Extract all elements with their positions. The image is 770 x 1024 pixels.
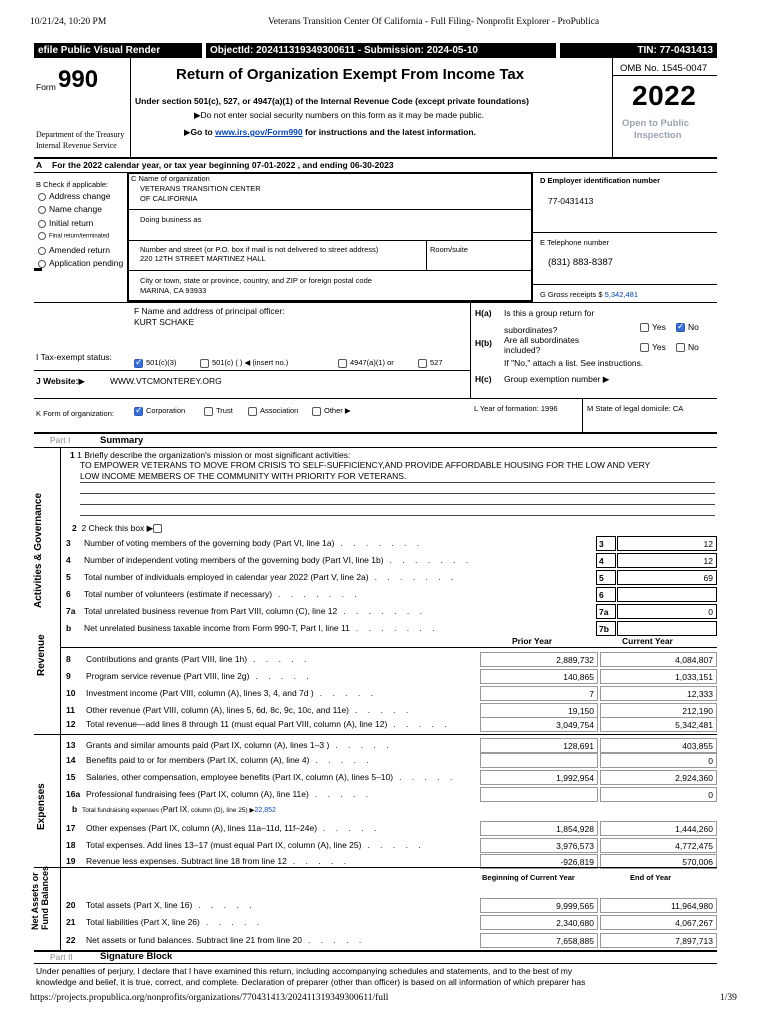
leader-dots: . . . . . <box>198 900 256 910</box>
main-title: Return of Organization Exempt From Income Tax <box>176 66 525 83</box>
expense-current-year-value: 2,924,360 <box>600 770 717 785</box>
expense-current-year-value: 0 <box>600 753 717 768</box>
leader-dots: . . . . . <box>205 917 264 927</box>
hb-note: If "No," attach a list. See instructions. <box>504 358 644 368</box>
expense-line-label <box>66 789 372 799</box>
revenue-line-text: Total revenue—add lines 8 through 11 (must equal Part VIII, column (A), line 12) <box>86 719 388 729</box>
b-name-change[interactable]: Name change <box>38 204 102 214</box>
perjury-text-1: Under penalties of perjury, I declare that I have examined this return, including accompanying schedules and statements, and to the best of my <box>36 966 573 976</box>
org-name-1: VETERANS TRANSITION CENTER <box>140 184 261 193</box>
revenue-line-number: 11 <box>66 705 75 715</box>
net-assets-line-text: Net assets or fund balances. Subtract line 21 from line 20 <box>86 935 302 945</box>
section-b-label: B Check if applicable: <box>36 180 109 189</box>
expense-prior-year-value: 3,976,573 <box>480 838 598 853</box>
b-application-pending[interactable]: Application pending <box>38 258 123 268</box>
hb-yes[interactable]: Yes <box>640 342 666 352</box>
hc-text: Group exemption number ▶ <box>504 374 610 384</box>
gross-receipts: G Gross receipts $ 5,342,481 <box>540 290 638 299</box>
gov-line-text: Number of voting members of the governing body (Part VI, line 1a) <box>84 538 335 548</box>
ha-yes[interactable]: Yes <box>640 322 666 332</box>
checkbox-icon <box>312 407 321 416</box>
tin-banner: TIN: 77-0431413 <box>560 43 717 58</box>
expense-prior-year-value: 1,992,954 <box>480 770 598 785</box>
gov-line-number: b <box>66 623 72 633</box>
checkbox-icon <box>204 407 213 416</box>
leader-dots: . . . . . <box>335 740 393 750</box>
expense-line-text: Salaries, other compensation, employee benefits (Part IX, column (A), lines 5–10) <box>86 772 394 782</box>
gov-line-value: 0 <box>617 604 717 619</box>
form-number: 990 <box>58 66 99 93</box>
gov-line-value: 12 <box>617 536 717 551</box>
gov-line-box: 7a <box>596 604 616 619</box>
gov-line-value: 12 <box>617 553 717 568</box>
print-title: Veterans Transition Center Of California - Full Filing- Nonprofit Explorer - ProPublica <box>268 17 600 27</box>
hb-text: Are all subordinates <box>504 335 580 345</box>
form-word: Form <box>36 82 56 92</box>
street-address: 220 12TH STREET MARTINEZ HALL <box>140 254 266 263</box>
checkbox-icon <box>153 524 162 533</box>
leader-dots: . . . . . . . <box>278 589 361 599</box>
website-label: J Website:▶ <box>36 376 85 386</box>
expense-line-text: Revenue less expenses. Subtract line 18 from line 12 <box>86 856 287 866</box>
gov-line-number: 7a <box>66 606 76 616</box>
net-assets-line-label <box>66 900 256 910</box>
checkbox-icon <box>248 407 257 416</box>
revenue-line-text: Program service revenue (Part VIII, line 2g) <box>86 671 250 681</box>
leader-dots: . . . . . <box>255 671 313 681</box>
radio-icon <box>38 232 46 240</box>
hb-label: H(b) <box>475 338 492 348</box>
checkbox-checked-icon <box>134 407 143 416</box>
leader-dots: . . . . . <box>292 856 351 866</box>
gov-line-label <box>66 589 361 599</box>
leader-dots: . . . . . <box>314 789 373 799</box>
checkbox-icon <box>338 359 347 368</box>
revenue-line-label <box>66 654 310 664</box>
gov-line-label <box>66 606 426 616</box>
dba-label: Doing business as <box>140 215 202 224</box>
expense-line-number: 15 <box>66 772 76 782</box>
leader-dots: . . . . . <box>367 840 425 850</box>
b-final-return[interactable]: Final return/terminated <box>38 232 109 240</box>
expense-line-text: Grants and similar amounts paid (Part IX, column (A), lines 1–3 ) <box>86 740 330 750</box>
state-domicile: M State of legal domicile: CA <box>587 404 684 413</box>
checkbox-checked-icon <box>134 359 143 368</box>
net-assets-line-number: 21 <box>66 917 76 927</box>
omb-number: OMB No. 1545-0047 <box>620 63 708 74</box>
gov-line-value: 69 <box>617 570 717 585</box>
col-current-year: Current Year <box>622 636 673 646</box>
expense-line-number: 14 <box>66 755 76 765</box>
part2-tag: Part II <box>50 952 73 962</box>
year-formation: L Year of formation: 1996 <box>474 404 558 413</box>
expense-line-number: 16a <box>66 789 81 799</box>
leader-dots: . . . . . . . <box>343 606 426 616</box>
part2-title: Signature Block <box>100 951 173 962</box>
checkbox-icon <box>640 343 649 352</box>
checkbox-icon <box>640 323 649 332</box>
gov-line-value <box>617 587 717 602</box>
hb-text2: included? <box>504 345 541 355</box>
revenue-line-text: Contributions and grants (Part VIII, line 1h) <box>86 654 248 664</box>
gov-line-text: Total number of individuals employed in calendar year 2022 (Part V, line 2a) <box>84 572 369 582</box>
sidebar-revenue: Revenue <box>36 634 47 676</box>
gov-line-label <box>66 572 457 582</box>
checkbox-checked-icon <box>676 323 685 332</box>
c-label: C Name of organization <box>131 174 210 183</box>
revenue-current-year-value: 212,190 <box>600 703 717 718</box>
sidebar-expenses: Expenses <box>36 783 47 830</box>
revenue-current-year-value: 12,333 <box>600 686 717 701</box>
net-assets-prior-year-value: 7,658,885 <box>480 933 598 948</box>
line2-check[interactable]: 2 2 Check this box ▶ <box>72 523 165 534</box>
i-501c[interactable]: 501(c) ( ) ◀ (insert no.) <box>200 358 288 368</box>
expense-line-number: 19 <box>66 856 76 866</box>
ha-no[interactable]: ✓ No <box>676 322 699 332</box>
print-page: 1/39 <box>720 993 737 1003</box>
checkbox-icon <box>418 359 427 368</box>
radio-icon <box>38 206 46 214</box>
net-assets-current-year-value: 7,897,713 <box>600 933 717 948</box>
leader-dots: . . . . . <box>253 654 311 664</box>
perjury-text-2: knowledge and belief, it is true, correct, and complete. Declaration of preparer (other than officer) is based on all information of which preparer has <box>36 977 586 987</box>
net-assets-prior-year-value: 9,999,565 <box>480 898 598 913</box>
expense-line-text: Total expenses. Add lines 13–17 (must equal Part IX, column (A), line 25) <box>86 840 362 850</box>
section-a-label: A <box>36 160 43 170</box>
sidebar-net-assets: Net Assets or Fund Balances <box>30 865 50 930</box>
i-501c3[interactable]: ✓501(c)(3) <box>134 358 176 368</box>
open-public-2: Inspection <box>634 130 682 141</box>
revenue-prior-year-value: 19,150 <box>480 703 598 718</box>
tax-exempt-label: I Tax-exempt status: <box>36 352 112 362</box>
revenue-prior-year-value: 3,049,754 <box>480 717 598 732</box>
leader-dots: . . . . . <box>355 705 413 715</box>
revenue-current-year-value: 1,033,151 <box>600 669 717 684</box>
efile-banner: efile Public Visual Render <box>34 43 202 58</box>
radio-icon <box>38 260 46 268</box>
expense-line-text: Professional fundraising fees (Part IX, column (A), line 11e) <box>86 789 309 799</box>
net-assets-line-label <box>66 917 263 927</box>
net-assets-line-text: Total liabilities (Part X, line 26) <box>86 917 200 927</box>
gov-line-text: Total unrelated business revenue from Part VIII, column (C), line 12 <box>84 606 338 616</box>
leader-dots: . . . . . . . <box>340 538 424 548</box>
org-name-2: OF CALIFORNIA <box>140 194 198 203</box>
gov-line-number: 6 <box>66 589 71 599</box>
open-public-1: Open to Public <box>622 118 690 129</box>
k-association[interactable]: Association <box>248 406 298 416</box>
expense-prior-year-value <box>480 787 598 802</box>
net-assets-prior-year-value: 2,340,680 <box>480 915 598 930</box>
net-assets-line-label <box>66 935 365 945</box>
revenue-line-number: 8 <box>66 654 71 664</box>
revenue-line-number: 9 <box>66 671 71 681</box>
leader-dots: . . . . . <box>323 823 381 833</box>
revenue-prior-year-value: 140,865 <box>480 669 598 684</box>
revenue-line-number: 10 <box>66 688 76 698</box>
print-url: https://projects.propublica.org/nonprofits/organizations/770431413/202411319349300611/full <box>30 993 389 1003</box>
col-prior-year: Prior Year <box>512 636 553 646</box>
hc-label: H(c) <box>475 374 492 384</box>
net-assets-current-year-value: 11,964,980 <box>600 898 717 913</box>
gov-line-number: 5 <box>66 572 71 582</box>
gov-line-box: 3 <box>596 536 616 551</box>
principal-officer-label: F Name and address of principal officer: <box>134 306 285 316</box>
k-corporation[interactable]: ✓ Corporation <box>134 406 185 416</box>
revenue-line-label <box>66 688 377 698</box>
city-address: MARINA, CA 93933 <box>140 286 207 295</box>
checkbox-icon <box>200 359 209 368</box>
gov-line-label <box>66 538 423 548</box>
b-address-change[interactable]: Address change <box>38 191 110 201</box>
expense-prior-year-value <box>480 753 598 768</box>
expense-line-label <box>66 740 393 750</box>
ein-value: 77-0431413 <box>548 196 594 206</box>
leader-dots: . . . . . <box>319 688 377 698</box>
mission-label: 1 1 Briefly describe the organization's mission or most significant activities: <box>70 450 351 460</box>
form-org-label: K Form of organization: <box>36 409 114 418</box>
irs-link[interactable]: www.irs.gov/Form990 <box>215 127 303 137</box>
expense-line-label <box>66 755 373 765</box>
print-datetime: 10/21/24, 10:20 PM <box>30 17 107 27</box>
dept-irs: Internal Revenue Service <box>36 141 117 150</box>
gov-line-label <box>66 555 472 565</box>
leader-dots: . . . . . . . <box>389 555 473 565</box>
expense-line-text: Other expenses (Part IX, column (A), lines 11a–11d, 11f–24e) <box>86 823 318 833</box>
leader-dots: . . . . . <box>399 772 457 782</box>
leader-dots: . . . . . . . <box>374 572 458 582</box>
radio-icon <box>38 220 46 228</box>
radio-icon <box>38 193 46 201</box>
net-assets-line-number: 20 <box>66 900 76 910</box>
leader-dots: . . . . . . . <box>355 623 439 633</box>
revenue-line-label <box>66 671 313 681</box>
expense-current-year-value: 403,855 <box>600 738 717 753</box>
website-value[interactable]: WWW.VTCMONTEREY.ORG <box>110 376 222 386</box>
goto-line: ▶Go to www.irs.gov/Form990 for instructions and the latest information. <box>184 127 476 137</box>
tax-year: 2022 <box>632 80 697 111</box>
ha-text2: subordinates? <box>504 325 558 335</box>
expense-prior-year-value: 128,691 <box>480 738 598 753</box>
expense-prior-year-value: -926,819 <box>480 854 598 869</box>
expense-current-year-value: 0 <box>600 787 717 802</box>
expense-prior-year-value: 1,854,928 <box>480 821 598 836</box>
revenue-line-number: 12 <box>66 719 76 729</box>
expense-current-year-value: 1,444,260 <box>600 821 717 836</box>
revenue-line-text: Investment income (Part VIII, column (A), lines 3, 4, and 7d ) <box>86 688 314 698</box>
tax-year-period: For the 2022 calendar year, or tax year beginning 07-01-2022 , and ending 06-30-2023 <box>52 160 394 170</box>
checkbox-icon <box>676 343 685 352</box>
principal-officer-name: KURT SCHAKE <box>134 317 195 327</box>
revenue-line-label <box>66 705 412 715</box>
gov-line-label <box>66 623 439 633</box>
gov-line-box: 4 <box>596 553 616 568</box>
mission-text-2: LOW INCOME MEMBERS OF THE COMMUNITY WITH PRIORITY FOR VETERANS. <box>80 471 407 481</box>
expense-line-label <box>66 856 350 866</box>
part1-title: Summary <box>100 435 144 446</box>
hb-no[interactable]: No <box>676 342 699 352</box>
leader-dots: . . . . . <box>393 719 451 729</box>
expense-line-label <box>66 823 380 833</box>
gov-line-box: 6 <box>596 587 616 602</box>
b-amended-return[interactable]: Amended return <box>38 245 110 255</box>
gov-line-box: 5 <box>596 570 616 585</box>
ha-text: Is this a group return for <box>504 308 595 318</box>
k-trust[interactable]: Trust <box>204 406 233 416</box>
k-other[interactable]: Other ▶ <box>312 406 351 416</box>
i-527[interactable]: 527 <box>418 358 443 368</box>
net-assets-current-year-value: 4,067,267 <box>600 915 717 930</box>
gov-line-text: Net unrelated business taxable income from Form 990-T, Part I, line 11 <box>84 623 350 633</box>
revenue-line-text: Other revenue (Part VIII, column (A), lines 5, 6d, 8c, 9c, 10c, and 11e) <box>86 705 349 715</box>
city-label: City or town, state or province, country, and ZIP or foreign postal code <box>140 276 372 285</box>
net-assets-line-text: Total assets (Part X, line 16) <box>86 900 193 910</box>
expense-line-number: 13 <box>66 740 76 750</box>
i-4947[interactable]: 4947(a)(1) or <box>338 358 394 368</box>
net-assets-line-number: 22 <box>66 935 76 945</box>
gov-line-box: 7b <box>596 621 616 636</box>
mission-text-1: TO EMPOWER VETERANS TO MOVE FROM CRISIS TO SELF-SUFFICIENCY,AND PROVIDE AFFORDABLE HOUSING FOR THE LOW AND VERY <box>80 460 651 470</box>
street-label: Number and street (or P.O. box if mail is not delivered to street address) <box>140 245 379 254</box>
gov-line-number: 4 <box>66 555 71 565</box>
expense-line-label <box>66 840 425 850</box>
phone-label: E Telephone number <box>540 238 610 247</box>
revenue-line-label <box>66 719 451 729</box>
leader-dots: . . . . . <box>315 755 373 765</box>
dept-treasury: Department of the Treasury <box>36 130 125 139</box>
ssn-note: ▶Do not enter social security numbers on this form as it may be made public. <box>194 110 484 120</box>
revenue-current-year-value: 4,084,807 <box>600 652 717 667</box>
revenue-prior-year-value: 2,889,732 <box>480 652 598 667</box>
form-subtitle: Under section 501(c), 527, or 4947(a)(1) of the Internal Revenue Code (except private foundations) <box>135 96 529 106</box>
expense-line-label <box>66 772 456 782</box>
col-beginning-year: Beginning of Current Year <box>482 873 575 882</box>
b-initial-return[interactable]: Initial return <box>38 218 93 228</box>
ein-label: D Employer identification number <box>540 176 661 185</box>
gov-line-text: Number of independent voting members of the governing body (Part VI, line 1b) <box>84 555 384 565</box>
expense-line-text: Benefits paid to or for members (Part IX, column (A), line 4) <box>86 755 310 765</box>
expense-line-number: 18 <box>66 840 76 850</box>
col-end-year: End of Year <box>630 873 672 882</box>
line16b-row: b Total fundraising expenses (Part IX, column (D), line 25) ▶22,852 <box>72 804 276 814</box>
room-label: Room/suite <box>430 245 468 254</box>
gov-line-value <box>617 621 717 636</box>
expense-current-year-value: 570,006 <box>600 854 717 869</box>
leader-dots: . . . . . <box>307 935 366 945</box>
objectid-banner: ObjectId: 202411319349300611 - Submission: 2024-05-10 <box>206 43 556 58</box>
part1-tag: Part I <box>50 435 71 445</box>
phone-value: (831) 883-8387 <box>548 257 613 268</box>
radio-icon <box>38 247 46 255</box>
expense-current-year-value: 4,772,475 <box>600 838 717 853</box>
gov-line-text: Total number of volunteers (estimate if necessary) <box>84 589 273 599</box>
expense-line-number: 17 <box>66 823 76 833</box>
revenue-prior-year-value: 7 <box>480 686 598 701</box>
gov-line-number: 3 <box>66 538 71 548</box>
ha-label: H(a) <box>475 308 492 318</box>
sidebar-activities: Activities & Governance <box>33 492 44 608</box>
revenue-current-year-value: 5,342,481 <box>600 717 717 732</box>
